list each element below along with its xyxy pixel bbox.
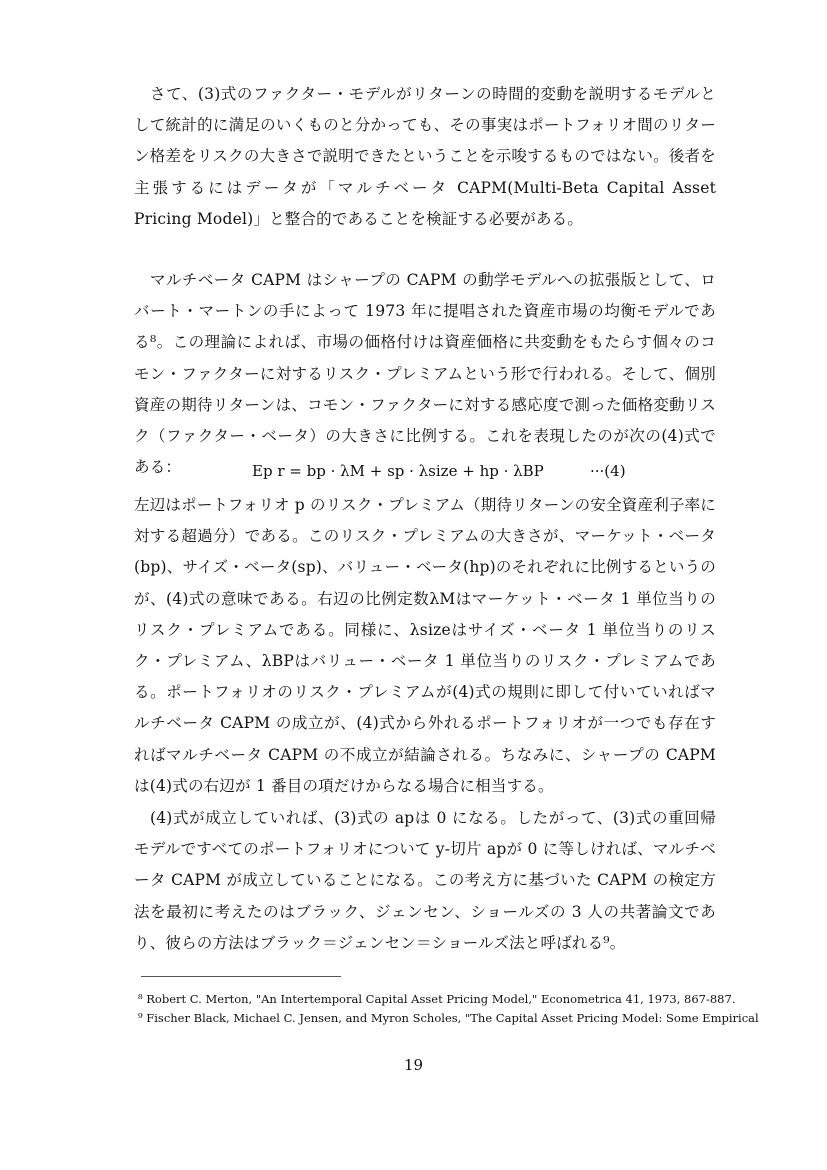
paragraph-multibeta-capm: マルチベータ CAPM はシャープの CAPM の動学モデルへの拡張版として、ロバート・マートンの手によって 1973 年に提唱された資産市場の均衡モデルである⁸。この理論によれば、市場の価格付けは資産価格に共変動をもたらす個々のコモン・ファクターに対するリスク・プレミアムという形で行われる。そして、個別資産の期待リターンは、コモン・ファクターに対する感応度で測った価格変動リスク（ファクター・ベータ）の大きさに比例する。これを表現したのが次の(4)式である： [134,271,716,477]
paragraph-risk-premium: 左辺はポートフォリオ p のリスク・プレミアム（期待リターンの安全資産利子率に対する超過分）である。このリスク・プレミアムの大きさが、マーケット・ベータ (bp)、サイズ・ベータ(sp)、バリュー・ベータ(hp)のそれぞれに比例するというのが、(4)式の意味である。右辺の比例定数λMはマーケット・ベータ 1 単位当りのリスク・プレミアムである。同様に、λsizeはサイズ・ベータ 1 単位当りのリスク・プレミアム、λBPはバリュー・ベータ 1 単位当りのリスク・プレミアムである。ポートフォリオのリスク・プレミアムが(4)式の規則に即して付いていればマルチベータ CAPM の成立が、(4)式から外れるポートフォリオが一つでも存在すればマルチベータ CAPM の不成立が結論される。ちなみに、シャープの CAPM は(4)式の右辺が 1 番目の項だけからなる場合に相当する。 [134,496,716,795]
footnote-9: ⁹ Fischer Black, Michael C. Jensen, and Myron Scholes, "The Capital Asset Pricing Model: Some Empirical [138,1011,759,1025]
footnote-separator [141,976,341,977]
equation-4: Ep r = bp · λM + sp · λsize + hp · λBP [252,462,544,480]
page-number: 19 [403,1056,424,1074]
footnote-8: ⁸ Robert C. Merton, "An Intertemporal Capital Asset Pricing Model," Econometrica 41, 1973, 867-887. [138,992,736,1006]
paragraph-factor-model: さて、(3)式のファクター・モデルがリターンの時間的変動を説明するモデルとして統計的に満足のいくものと分かっても、その事実はポートフォリオ間のリターン格差をリスクの大きさで説明できたということを示唆するものではない。後者を主張するにはデータが「マルチベータ CAPM(Multi-Beta Capital Asset Pricing Model)」と整合的であることを検証する必要がある。 [134,85,716,228]
paragraph-bjs-method: (4)式が成立していれば、(3)式の apは 0 になる。したがって、(3)式の重回帰モデルですべてのポートフォリオについて y-切片 apが 0 に等しければ、マルチベータ CAPM が成立していることになる。この考え方に基づいた CAPM の検定方法を最初に考えたのはブラック、ジェンセン、ショールズの 3 人の共著論文であり、彼らの方法はブラック＝ジェンセン＝ショールズ法と呼ばれる⁹。 [134,809,716,952]
equation-number: ···(4) [590,462,626,480]
